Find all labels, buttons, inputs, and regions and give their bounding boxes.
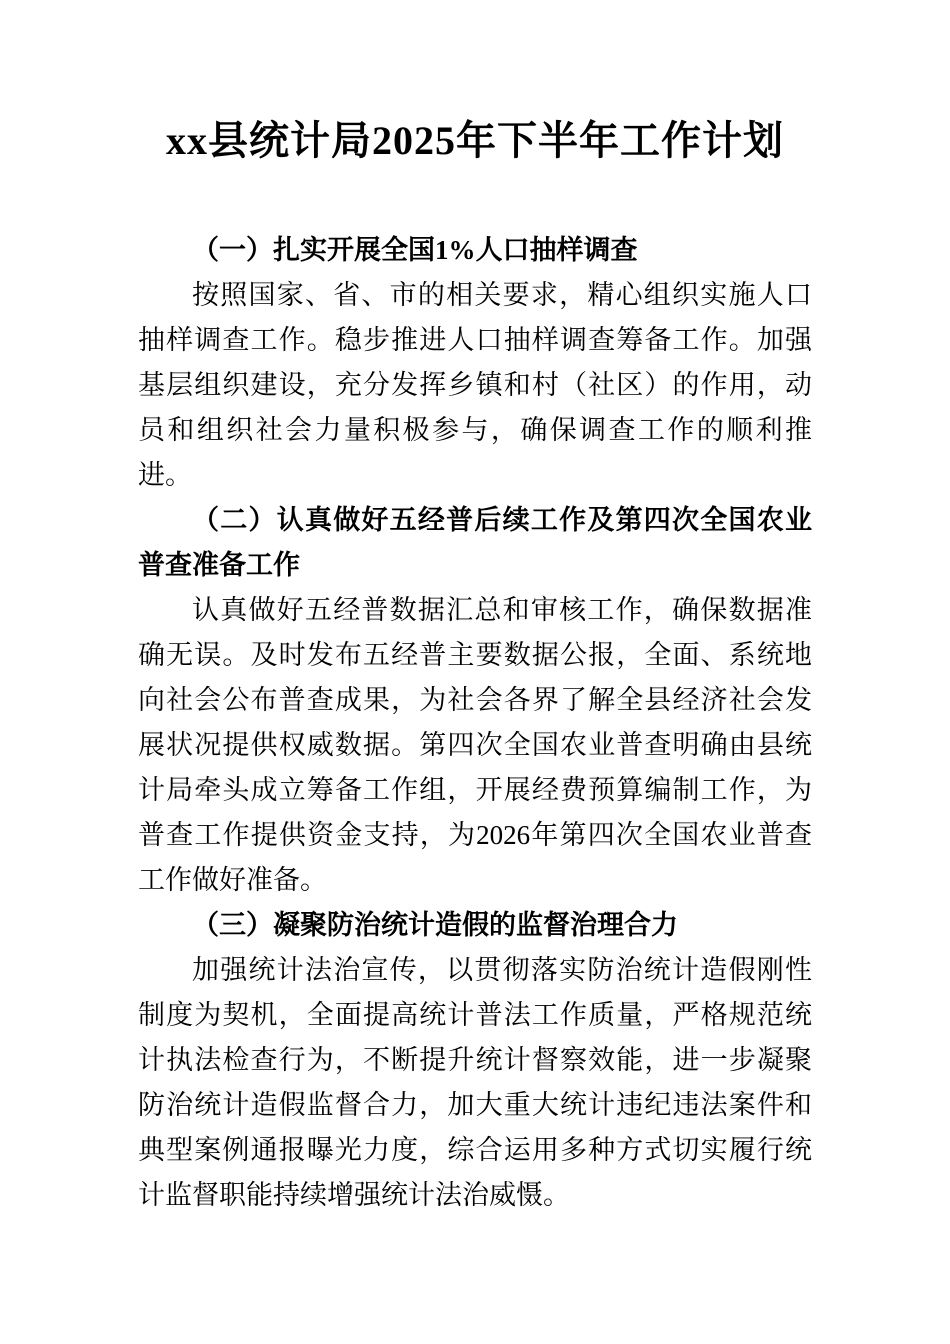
section-1-paragraph: 按照国家、省、市的相关要求，精心组织实施人口抽样调查工作。稳步推进人口抽样调查筹备工作。加强基层组织建设，充分发挥乡镇和村（社区）的作用，动员和组织社会力量积极参与，确保调查工作的顺利推进。 xyxy=(138,280,812,490)
document-body xyxy=(138,228,812,1218)
section-2-paragraph: 认真做好五经普数据汇总和审核工作，确保数据准确无误。及时发布五经普主要数据公报，全面、系统地向社会公布普查成果，为社会各界了解全县经济社会发展状况提供权威数据。第四次全国农业普查明确由县统计局牵头成立筹备工作组，开展经费预算编制工作，为普查工作提供资金支持，为2026年第四次全国农业普查工作做好准备。 xyxy=(138,595,812,895)
section-3-paragraph: 加强统计法治宣传，以贯彻落实防治统计造假刚性制度为契机，全面提高统计普法工作质量，严格规范统计执法检查行为，不断提升统计督察效能，进一步凝聚防治统计造假监督合力，加大重大统计违纪违法案件和典型案例通报曝光力度，综合运用多种方式切实履行统计监督职能持续增强统计法治威慑。 xyxy=(138,955,812,1210)
document-title: xx县统计局2025年下半年工作计划 xyxy=(166,118,784,163)
section-1-heading: （一）扎实开展全国1%人口抽样调查 xyxy=(192,235,638,265)
section-2-heading: （二）认真做好五经普后续工作及第四次全国农业普查准备工作 xyxy=(138,505,812,580)
section-3-heading: （三）凝聚防治统计造假的监督治理合力 xyxy=(192,910,678,940)
